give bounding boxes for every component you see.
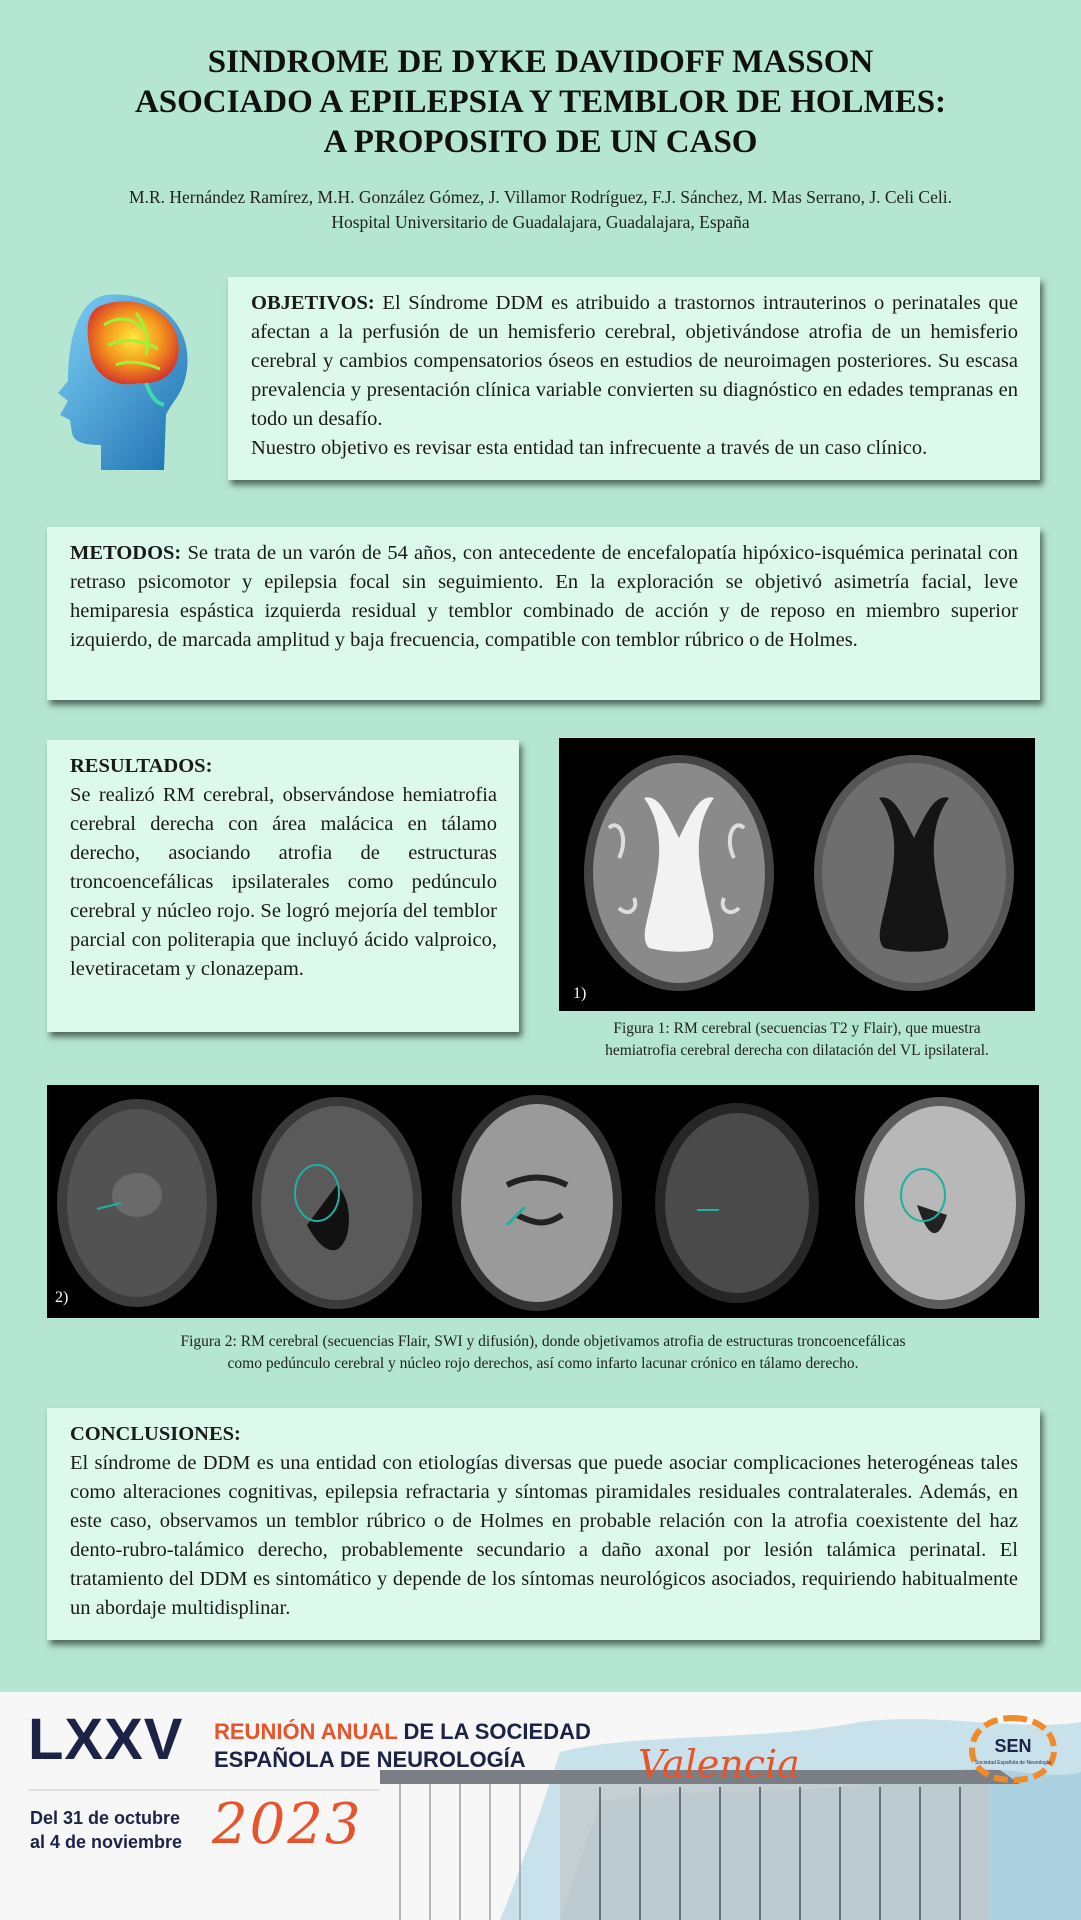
title-line-3: A PROPOSITO DE UN CASO (323, 124, 758, 160)
congress-banner (0, 1692, 1081, 1920)
conclusiones-text: El síndrome de DDM es una entidad con etiologías diversas que puede asociar complicaciones heterogéneas tales como alteraciones cognitivas, epilepsia refractaria y síntomas piramidales residuales contralaterales. Además, en este caso, observamos un temblor rúbrico o de Holmes en probable relación con la atrofia coexistente del haz dento-rubro-talámico derecho, probablemente secundario a daño axonal por lesión talámica perinatal. El tratamiento del DDM es sintomático y depende de los síntomas neurológicos asociados, requiriendo habitualmente un abordaje multidisplinar. (70, 1452, 1018, 1619)
figure-1-caption-line-1: Figura 1: RM cerebral (secuencias T2 y Flair), que muestra (613, 1020, 981, 1037)
figure-2-caption-line-1: Figura 2: RM cerebral (secuencias Flair, SWI y difusión), donde objetivamos atrofia de estructuras troncoencefálicas (180, 1333, 906, 1350)
figure-2-mri (47, 1085, 1039, 1318)
sen-logo-subtext: Sociedad Española de Neurología (975, 1760, 1051, 1766)
poster-title (0, 42, 1081, 162)
figure-1-label: 1) (573, 985, 587, 1002)
conclusiones-heading: CONCLUSIONES: (70, 1423, 241, 1445)
author-names: M.R. Hernández Ramírez, M.H. González Gómez, J. Villamor Rodríguez, F.J. Sánchez, M. Mas Serrano, J. Celi Celi. (129, 187, 952, 207)
title-line-1: SINDROME DE DYKE DAVIDOFF MASSON (207, 44, 874, 80)
brain-head-icon (46, 285, 196, 470)
figure-1-caption-line-2: hemiatrofia cerebral derecha con dilatación del VL ipsilateral. (605, 1042, 989, 1059)
figure-1-caption (559, 1018, 1035, 1062)
authors-block (0, 185, 1081, 235)
congress-name-orange: REUNIÓN ANUAL (214, 1719, 398, 1744)
congress-dates (30, 1806, 182, 1854)
metodos-heading: METODOS: (70, 542, 182, 564)
resultados-heading: RESULTADOS: (70, 755, 213, 777)
dates-line-1: Del 31 de octubre (30, 1808, 181, 1828)
congress-city: Valencia (638, 1742, 800, 1786)
metodos-section (47, 527, 1040, 700)
title-line-2: ASOCIADO A EPILEPSIA Y TEMBLOR DE HOLMES: (134, 84, 947, 120)
metodos-text: Se trata de un varón de 54 años, con antecedente de encefalopatía hipóxico-isquémica perinatal con retraso psicomotor y epilepsia focal sin seguimiento. En la exploración se objetivó asimetría facial, leve hemiparesia espástica izquierda residual y temblor combinado de acción y de reposo en miembro superior izquierdo, de marcada amplitud y baja frecuencia, compatible con temblor rúbrico o de Holmes. (70, 542, 1018, 651)
congress-edition: LXXV (28, 1707, 184, 1772)
objetivos-section (228, 277, 1040, 480)
resultados-text: Se realizó RM cerebral, observándose hemiatrofia cerebral derecha con área malácica en tálamo derecho, asociando atrofia de estructuras troncoencefálicas ipsilaterales como pedúnculo cerebral y núcleo rojo. Se logró mejoría del temblor parcial con politerapia que incluyó ácido valproico, levetiracetam y clonazepam. (70, 784, 497, 980)
congress-year: 2023 (212, 1792, 363, 1857)
objetivos-text-2: Nuestro objetivo es revisar esta entidad tan infrecuente a través de un caso clínico. (251, 437, 928, 459)
objetivos-text: El Síndrome DDM es atribuido a trastornos intrauterinos o perinatales que afectan a la perfusión de un hemisferio cerebral, objetivándose atrofia de un hemisferio cerebral y cambios compensatorios óseos en estudios de neuroimagen posteriores. Su escasa prevalencia y presentación clínica variable convierten su diagnóstico en edades tempranas en todo un desafío. (251, 292, 1018, 430)
congress-name-dark: DE LA SOCIEDAD (397, 1719, 591, 1744)
figure-2-caption (47, 1331, 1039, 1375)
affiliation: Hospital Universitario de Guadalajara, Guadalajara, España (331, 212, 750, 232)
congress-name (214, 1718, 591, 1774)
dates-line-2: al 4 de noviembre (30, 1832, 183, 1852)
figure-2-label: 2) (55, 1289, 69, 1306)
objetivos-heading: OBJETIVOS: (251, 292, 375, 314)
conclusiones-section (47, 1408, 1040, 1640)
resultados-section (47, 740, 519, 1032)
congress-name-line-2: ESPAÑOLA DE NEUROLOGÍA (214, 1747, 526, 1772)
mri-t2-flair-image (559, 738, 1035, 1011)
sen-logo-text: SEN (994, 1736, 1032, 1756)
sen-logo-icon (968, 1714, 1058, 1786)
figure-1-mri (559, 738, 1035, 1011)
figure-2-caption-line-2: como pedúnculo cerebral y núcleo rojo derechos, así como infarto lacunar crónico en tálamo derecho. (227, 1355, 859, 1372)
mri-flair-swi-diffusion-image (47, 1085, 1039, 1318)
